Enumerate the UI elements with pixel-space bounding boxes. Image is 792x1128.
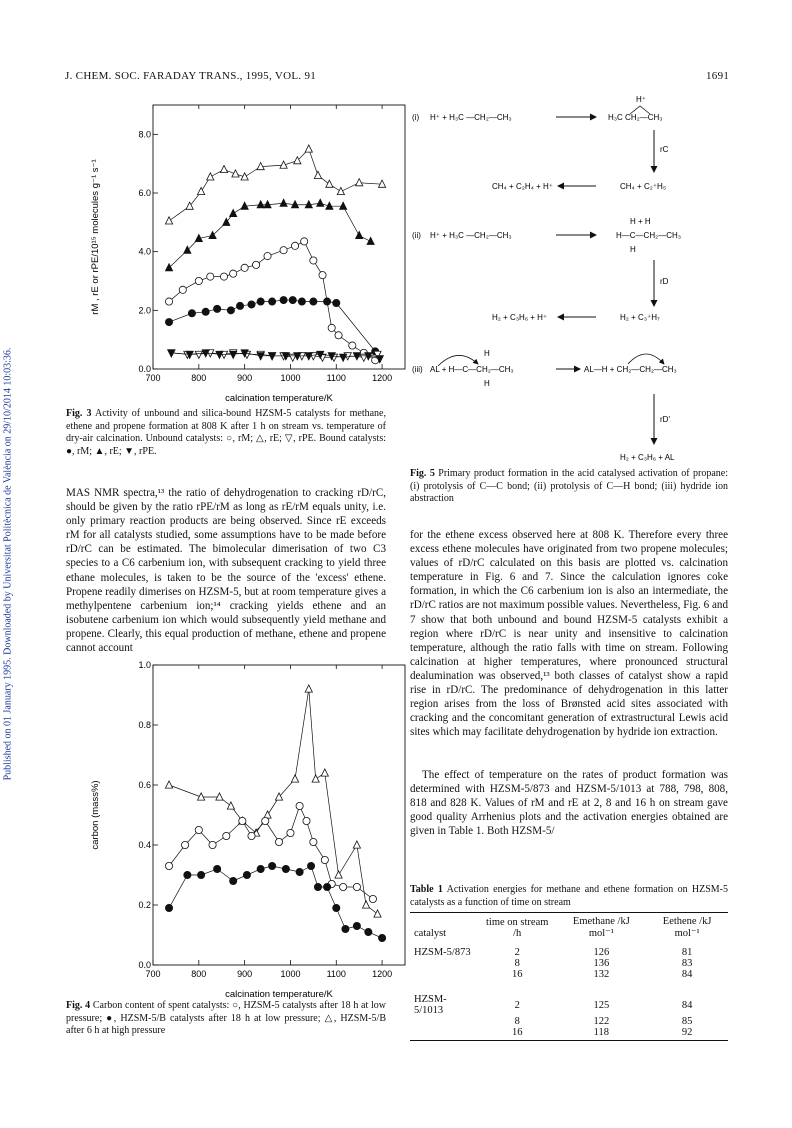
- x-tick-label: 700: [145, 373, 161, 383]
- scheme-ii-cation: H—C—CH₂—CH₃: [616, 231, 682, 240]
- data-point: [280, 199, 287, 206]
- fig3-caption-text: Activity of unbound and silica-bound HZSM-5 catalysts for methane, ethene and propene formation at 808 K after 1 h on stream vs. temperature of dry-air calcination. Unbound catalysts: ○, rM; △, rE; ▽, rPE. Bound catalysts: ●, rM; ▲, rE; ▼, rPE.: [66, 408, 386, 457]
- table-cell: [410, 1027, 478, 1038]
- data-point: [335, 871, 342, 878]
- data-point: [184, 871, 191, 878]
- data-point: [356, 231, 363, 238]
- scheme-ii-cation-top: H + H: [630, 217, 651, 226]
- x-tick-label: 1100: [326, 969, 346, 979]
- data-point: [188, 310, 195, 317]
- table-cell: 126: [593, 947, 610, 958]
- data-point: [248, 832, 255, 839]
- table1-header-cell: catalyst: [414, 928, 447, 939]
- y-tick-label: 1.0: [138, 660, 151, 670]
- table1: [410, 916, 728, 1038]
- data-point: [257, 865, 264, 872]
- table-cell: 136: [593, 958, 610, 969]
- scheme-i-cation-top: H⁺: [636, 95, 646, 104]
- data-point: [374, 910, 381, 917]
- scheme-i-reactant: H⁺ + H₃C —CH₂—CH₃: [430, 113, 512, 122]
- data-point: [340, 883, 347, 890]
- table1-caption-text: Activation energies for methane and ethene formation on HZSM-5 catalysts as a function of time on stream: [410, 884, 729, 908]
- data-point: [356, 179, 363, 186]
- data-point: [165, 781, 172, 788]
- plot-frame: [153, 665, 405, 965]
- series-line: [169, 689, 377, 914]
- data-point: [305, 145, 312, 152]
- data-point: [333, 904, 340, 911]
- fig5-reaction-scheme: [408, 88, 748, 528]
- table1-caption: [410, 884, 728, 909]
- table1-header-cell: time on stream /h: [486, 916, 549, 939]
- table-cell: 84: [681, 999, 693, 1011]
- data-point: [307, 862, 314, 869]
- x-tick-label: 900: [237, 969, 253, 979]
- fig5-caption-label: Fig. 5: [410, 468, 435, 479]
- data-point: [321, 769, 328, 776]
- data-point: [269, 862, 276, 869]
- data-point: [230, 209, 237, 216]
- scheme-iii-product: AL—H + CH₂—CH₂—CH₃: [584, 365, 677, 374]
- data-point: [365, 928, 372, 935]
- fig4-caption: [66, 1000, 386, 1038]
- data-point: [362, 901, 369, 908]
- data-point: [321, 856, 328, 863]
- data-point: [310, 257, 317, 264]
- scheme-iii-reactant: AL + H—C—CH₂—CH₃: [430, 365, 514, 374]
- scheme-i-products: CH₄ + C₂H₄ + H⁺: [492, 182, 553, 191]
- data-point: [236, 302, 243, 309]
- data-point: [181, 841, 188, 848]
- table-cell: 8: [514, 1016, 520, 1027]
- data-point: [324, 883, 331, 890]
- data-point: [367, 237, 374, 244]
- y-axis-label: carbon (mass%): [90, 780, 101, 850]
- data-point: [230, 877, 237, 884]
- table-cell: 85: [681, 1016, 693, 1027]
- data-point: [287, 829, 294, 836]
- table-row: [410, 1016, 728, 1027]
- x-tick-label: 1000: [280, 969, 301, 979]
- table1-header-row: [410, 916, 728, 939]
- data-point: [248, 301, 255, 308]
- data-point: [165, 298, 172, 305]
- table-cell: 2: [514, 999, 520, 1011]
- y-tick-label: 0.2: [138, 900, 151, 910]
- data-point: [291, 775, 298, 782]
- table-cell: HZSM-5/873: [414, 947, 471, 958]
- table-cell: 122: [593, 1016, 610, 1027]
- table-cell: 92: [681, 1027, 693, 1038]
- y-tick-label: 2.0: [138, 305, 151, 316]
- data-point: [369, 895, 376, 902]
- data-point: [310, 298, 317, 305]
- fig4-caption-text: Carbon content of spent catalysts: ○, HZSM-5 catalysts after 18 h at low pressure; ●, HZSM-5/B catalysts after 18 h at low pressure; △, HZSM-5/B after 6 h at high pressure: [66, 1000, 386, 1036]
- scheme-ii-reactant: H⁺ + H₃C —CH₂—CH₃: [430, 231, 512, 240]
- fig5-caption: [410, 468, 728, 506]
- table-cell: [410, 958, 478, 969]
- x-tick-label: 900: [237, 373, 253, 383]
- page-number: 1691: [706, 70, 730, 82]
- table-cell: 16: [511, 969, 523, 980]
- data-point: [257, 298, 264, 305]
- data-point: [165, 904, 172, 911]
- data-point: [209, 841, 216, 848]
- data-point: [319, 272, 326, 279]
- data-point: [353, 922, 360, 929]
- table-cell: [410, 1016, 478, 1027]
- data-point: [165, 217, 172, 224]
- data-point: [291, 242, 298, 249]
- table-cell: 84: [681, 969, 693, 980]
- data-point: [353, 883, 360, 890]
- scheme-ii-label: (ii): [412, 231, 421, 240]
- y-tick-label: 0.6: [138, 780, 151, 790]
- data-point: [195, 826, 202, 833]
- series-line: [169, 300, 375, 351]
- data-point: [220, 273, 227, 280]
- table-cell: 118: [593, 1027, 610, 1038]
- data-point: [207, 273, 214, 280]
- x-axis-label: calcination temperature/K: [225, 393, 333, 404]
- scheme-i-intermediate: CH₄ + C₂⁺H₅: [620, 182, 667, 191]
- data-point: [165, 862, 172, 869]
- data-point: [227, 307, 234, 314]
- y-tick-label: 0.0: [138, 960, 151, 970]
- data-point: [241, 264, 248, 271]
- data-point: [165, 318, 172, 325]
- data-point: [310, 838, 317, 845]
- data-point: [289, 296, 296, 303]
- data-point: [239, 817, 246, 824]
- table-row: [410, 980, 728, 1016]
- data-point: [326, 180, 333, 187]
- x-tick-label: 1200: [372, 373, 393, 383]
- x-tick-label: 1000: [280, 373, 301, 383]
- y-tick-label: 0.8: [138, 720, 151, 730]
- fig4-chart: [80, 660, 393, 1000]
- table-cell: HZSM-5/1013: [414, 994, 447, 1016]
- x-axis-label: calcination temperature/K: [225, 989, 333, 1000]
- table-cell: 8: [514, 958, 520, 969]
- scheme-i-cation: H₃C CH₂—CH₃: [608, 113, 663, 122]
- table-row: [410, 1027, 728, 1038]
- data-point: [252, 261, 259, 268]
- data-point: [257, 201, 264, 208]
- data-point: [296, 868, 303, 875]
- table1-bottom-rule: [410, 1040, 728, 1041]
- journal-header: J. CHEM. SOC. FARADAY TRANS., 1995, VOL. 91: [65, 70, 317, 82]
- fig4-caption-label: Fig. 4: [66, 1000, 91, 1011]
- table-row: [410, 939, 728, 958]
- scheme-iii-h-bottom: H: [484, 379, 490, 388]
- table1-header-cell: Eethene /kJ mol⁻¹: [662, 916, 712, 939]
- data-point: [269, 353, 276, 360]
- y-tick-label: 6.0: [138, 188, 151, 198]
- data-point: [230, 351, 237, 358]
- fig3-caption-label: Fig. 3: [66, 408, 92, 419]
- table-cell: [410, 969, 478, 980]
- x-tick-label: 700: [145, 969, 161, 979]
- scheme-ii-intermediate: H₂ + C₃⁺H₇: [620, 313, 660, 322]
- scheme-ii-products: H₂ + C₃H₆ + H⁺: [492, 313, 548, 322]
- body-right-paragraph-1: for the ethene excess observed here at 808 K. Therefore every three excess ethene molecules have originated from two propene molecules; values of rD/rC calculated on this basis are plotted vs. calcination temperature in Fig. 6 and 7. Since the calculation ignores coke formation, in which the C6 carbenium ion is also an intermediate, the rD/rC ratios are not maximum possible values. Nevertheless, Fig. 6 and 7 show that both unbound and bound HZSM-5 catalysts exhibit a region where rD/rC is near unity and insensitive to calcination temperature, although the ratio falls with time on stream. Following calcination at higher temperatures, where pronounced structural dealumination was observed,¹³ both classes of catalyst show a rapid rise in rD/rC. The predominance of dehydrogenation in this latter region arises from the loss of Brønsted acid sites associated with cracking and the concomitant generation of extrastructural Lewis acid sites which may facilitate dehydrogenation by hydride ion extraction.: [410, 529, 728, 739]
- data-point: [378, 934, 385, 941]
- table-cell: 125: [593, 999, 610, 1011]
- data-point: [230, 270, 237, 277]
- data-point: [353, 841, 360, 848]
- data-point: [314, 171, 321, 178]
- data-point: [243, 871, 250, 878]
- data-point: [349, 342, 356, 349]
- plot-frame: [153, 105, 405, 369]
- data-point: [333, 299, 340, 306]
- table1-caption-label: Table 1: [410, 884, 443, 895]
- y-tick-label: 8.0: [138, 129, 151, 140]
- data-point: [195, 277, 202, 284]
- table-row: [410, 969, 728, 980]
- table-cell: 83: [681, 958, 693, 969]
- data-point: [269, 298, 276, 305]
- scheme-iii-h-top: H: [484, 349, 490, 358]
- fig3-chart: [80, 100, 393, 410]
- table-cell: 2: [514, 947, 520, 958]
- table1-header-cell: Emethane /kJ mol⁻¹: [572, 916, 630, 939]
- fig3-caption: [66, 408, 386, 458]
- scheme-ii-rate: rD: [660, 277, 669, 286]
- data-point: [220, 165, 227, 172]
- y-axis-label: rM , rE or rPE/10¹⁵ molecules g⁻¹ s⁻¹: [90, 159, 101, 315]
- body-right-paragraph-2: The effect of temperature on the rates of product formation was determined with HZSM-5/873 and HZSM-5/1013 at 788, 798, 808, 818 and 828 K. Values of rM and rE at 2, 8 and 16 h on stream gave good quality Arrhenius plots and the activation energies obtained are given in Table 1. Both HZSM-5/: [410, 769, 728, 838]
- data-point: [232, 170, 239, 177]
- data-point: [342, 925, 349, 932]
- table-cell: 132: [593, 969, 610, 980]
- scheme-i-label: (i): [412, 113, 420, 122]
- data-point: [202, 308, 209, 315]
- data-point: [165, 264, 172, 271]
- data-point: [335, 332, 342, 339]
- table1-top-rule: [410, 912, 728, 913]
- data-point: [301, 238, 308, 245]
- data-point: [214, 305, 221, 312]
- data-point: [227, 802, 234, 809]
- scheme-i-rate: rC: [660, 145, 669, 154]
- data-point: [280, 247, 287, 254]
- series-line: [169, 149, 382, 221]
- data-point: [198, 187, 205, 194]
- y-tick-label: 0.4: [138, 840, 151, 850]
- data-point: [207, 173, 214, 180]
- data-point: [303, 817, 310, 824]
- data-point: [195, 351, 202, 358]
- data-point: [314, 883, 321, 890]
- x-tick-label: 800: [191, 969, 207, 979]
- x-tick-label: 800: [191, 373, 207, 383]
- table-row: [410, 958, 728, 969]
- data-point: [337, 187, 344, 194]
- data-point: [257, 353, 264, 360]
- data-point: [223, 832, 230, 839]
- data-point: [328, 324, 335, 331]
- data-point: [179, 286, 186, 293]
- data-point: [296, 802, 303, 809]
- data-point: [340, 354, 347, 361]
- data-point: [282, 865, 289, 872]
- data-point: [280, 296, 287, 303]
- scheme-ii-cation-bottom: H: [630, 245, 636, 254]
- scheme-iii-final: H₂ + C₃H₆ + AL: [620, 453, 675, 462]
- x-tick-label: 1200: [372, 969, 393, 979]
- table-cell: 16: [511, 1027, 523, 1038]
- data-point: [262, 817, 269, 824]
- body-left-paragraph: MAS NMR spectra,¹³ the ratio of dehydrogenation to cracking rD/rC, should be given by the ratio rPE/rM as long as rE/rM equals unity, i.e. only primary reaction products are being observed. Since rE exceeds rM for all catalysts studied, some assumptions have to be made before rD/rC can be estimated. The bimolecular dimerisation of two C3 species to a C6 carbenium ion, with subsequent cracking to yield three ethane molecules, is taken to be the source of the 'excess' ethene. Propene readily dimerises on HZSM-5, but at room temperature gives a methylpentene carbenium ion;¹⁴ cracking yields ethene and an isobutene carbenium ion which would subsequently yield methane and propene. Clearly, this equal production of methane, ethene and propene cannot account: [66, 487, 386, 655]
- data-point: [298, 298, 305, 305]
- data-point: [275, 838, 282, 845]
- data-point: [214, 865, 221, 872]
- data-point: [340, 202, 347, 209]
- data-point: [305, 685, 312, 692]
- data-point: [198, 793, 205, 800]
- data-point: [317, 199, 324, 206]
- data-point: [216, 793, 223, 800]
- scheme-iii-label: (iii): [412, 365, 423, 374]
- data-point: [264, 252, 271, 259]
- data-point: [324, 298, 331, 305]
- x-tick-label: 1100: [326, 373, 346, 383]
- fig5-caption-text: Primary product formation in the acid catalysed activation of propane: (i) protolysis of C—C bond; (ii) protolysis of C—H bond; (iii) hydride ion abstraction: [410, 468, 728, 504]
- data-point: [198, 871, 205, 878]
- table-cell: 81: [681, 947, 693, 958]
- scheme-iii-curved-arrow-2: [628, 354, 664, 364]
- data-point: [312, 775, 319, 782]
- data-point: [209, 231, 216, 238]
- scheme-iii-rate: rD': [660, 415, 670, 424]
- y-tick-label: 4.0: [138, 246, 151, 257]
- y-tick-label: 0.0: [138, 364, 151, 374]
- download-watermark: Published on 01 January 1995. Downloaded by Universitat Politècnica de València on 29/10/2014 10:03:36.: [2, 347, 14, 781]
